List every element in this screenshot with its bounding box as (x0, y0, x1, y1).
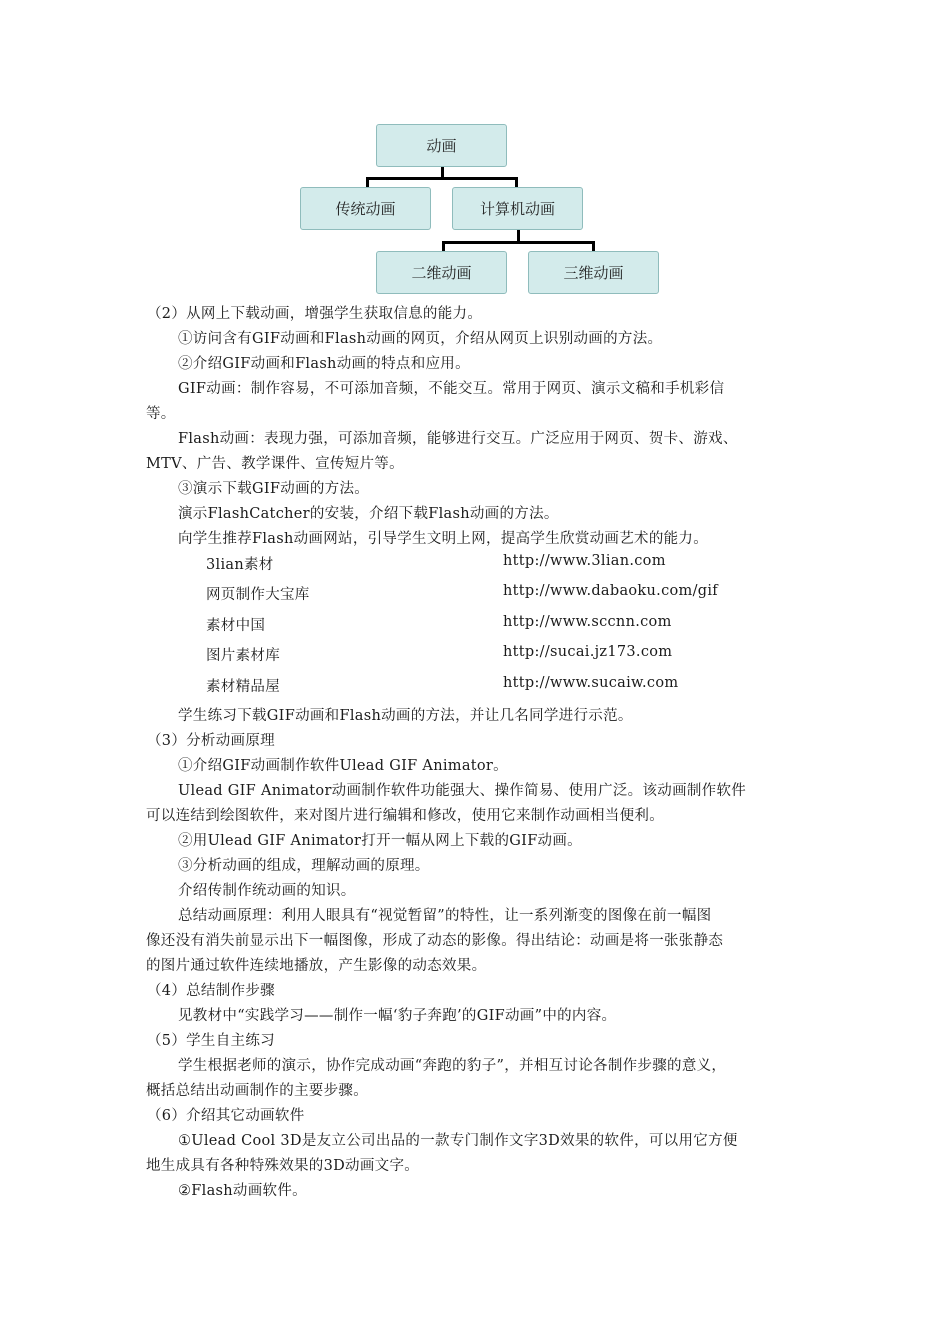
node-2d-animation: 二维动画 (376, 251, 507, 294)
paragraph: MTV、广告、教学课件、宣传短片等。 (146, 456, 404, 472)
site-name: 素材中国 (206, 618, 266, 634)
section-heading: （3）分析动画原理 (147, 733, 275, 749)
section-heading: （4）总结制作步骤 (147, 983, 275, 999)
paragraph: ①介绍GIF动画制作软件Ulead GIF Animator。 (178, 758, 508, 774)
connector-level2-horizontal (442, 241, 595, 244)
paragraph: 演示FlashCatcher的安装，介绍下载Flash动画的方法。 (178, 506, 559, 522)
section-heading: （5）学生自主练习 (147, 1033, 275, 1049)
paragraph: 像还没有消失前显示出下一幅图像，形成了动态的影像。得出结论：动画是将一张张静态 (146, 933, 724, 949)
node-3d-animation: 三维动画 (528, 251, 659, 294)
paragraph: 总结动画原理：利用人眼具有“视觉暂留”的特性，让一系列渐变的图像在前一幅图 (178, 908, 712, 924)
paragraph: 见教材中“实践学习——制作一幅‘豹子奔跑’的GIF动画”中的内容。 (178, 1008, 617, 1024)
paragraph: 向学生推荐Flash动画网站，引导学生文明上网，提高学生欣赏动画艺术的能力。 (178, 531, 709, 547)
paragraph: GIF动画：制作容易，不可添加音频，不能交互。常用于网页、演示文稿和手机彩信 (178, 381, 725, 397)
site-url[interactable]: http://www.3lian.com (503, 553, 666, 569)
paragraph: ①访问含有GIF动画和Flash动画的网页，介绍从网页上识别动画的方法。 (178, 331, 663, 347)
paragraph: 可以连结到绘图软件，来对图片进行编辑和修改，使用它来制作动画相当便利。 (146, 808, 664, 824)
animation-classification-diagram (0, 0, 950, 300)
paragraph: 等。 (146, 406, 176, 422)
node-traditional-animation: 传统动画 (300, 187, 431, 230)
paragraph: 介绍传制作统动画的知识。 (178, 883, 356, 899)
site-name: 网页制作大宝库 (206, 587, 310, 603)
paragraph: 概括总结出动画制作的主要步骤。 (146, 1083, 368, 1099)
site-url[interactable]: http://www.sccnn.com (503, 614, 672, 630)
paragraph: Ulead GIF Animator动画制作软件功能强大、操作简易、使用广泛。该动画制作软件 (178, 783, 747, 799)
section-heading: （6）介绍其它动画软件 (147, 1108, 305, 1124)
paragraph: ②Flash动画软件。 (178, 1183, 307, 1199)
node-animation: 动画 (376, 124, 507, 167)
paragraph: Flash动画：表现力强，可添加音频，能够进行交互。广泛应用于网页、贺卡、游戏、 (178, 431, 738, 447)
site-name: 素材精品屋 (206, 679, 280, 695)
site-name: 图片素材库 (206, 648, 280, 664)
paragraph: 学生根据老师的演示，协作完成动画“奔跑的豹子”，并相互讨论各制作步骤的意义， (178, 1058, 727, 1074)
site-url[interactable]: http://sucai.jz173.com (503, 644, 673, 660)
paragraph: ①Ulead Cool 3D是友立公司出品的一款专门制作文字3D效果的软件，可以用它方便 (178, 1133, 738, 1149)
paragraph: ②介绍GIF动画和Flash动画的特点和应用。 (178, 356, 470, 372)
site-url[interactable]: http://www.sucaiw.com (503, 675, 679, 691)
paragraph: ②用Ulead GIF Animator打开一幅从网上下载的GIF动画。 (178, 833, 582, 849)
paragraph: 地生成具有各种特殊效果的3D动画文字。 (146, 1158, 420, 1174)
node-computer-animation: 计算机动画 (452, 187, 583, 230)
paragraph: 的图片通过软件连续地播放，产生影像的动态效果。 (146, 958, 487, 974)
connector-level1-horizontal (366, 177, 518, 180)
paragraph: ③分析动画的组成，理解动画的原理。 (178, 858, 430, 874)
paragraph: ③演示下载GIF动画的方法。 (178, 481, 370, 497)
paragraph: （2）从网上下载动画，增强学生获取信息的能力。 (147, 306, 483, 322)
site-url[interactable]: http://www.dabaoku.com/gif (503, 583, 718, 599)
site-name: 3lian素材 (206, 557, 274, 573)
paragraph: 学生练习下载GIF动画和Flash动画的方法，并让几名同学进行示范。 (178, 708, 633, 724)
